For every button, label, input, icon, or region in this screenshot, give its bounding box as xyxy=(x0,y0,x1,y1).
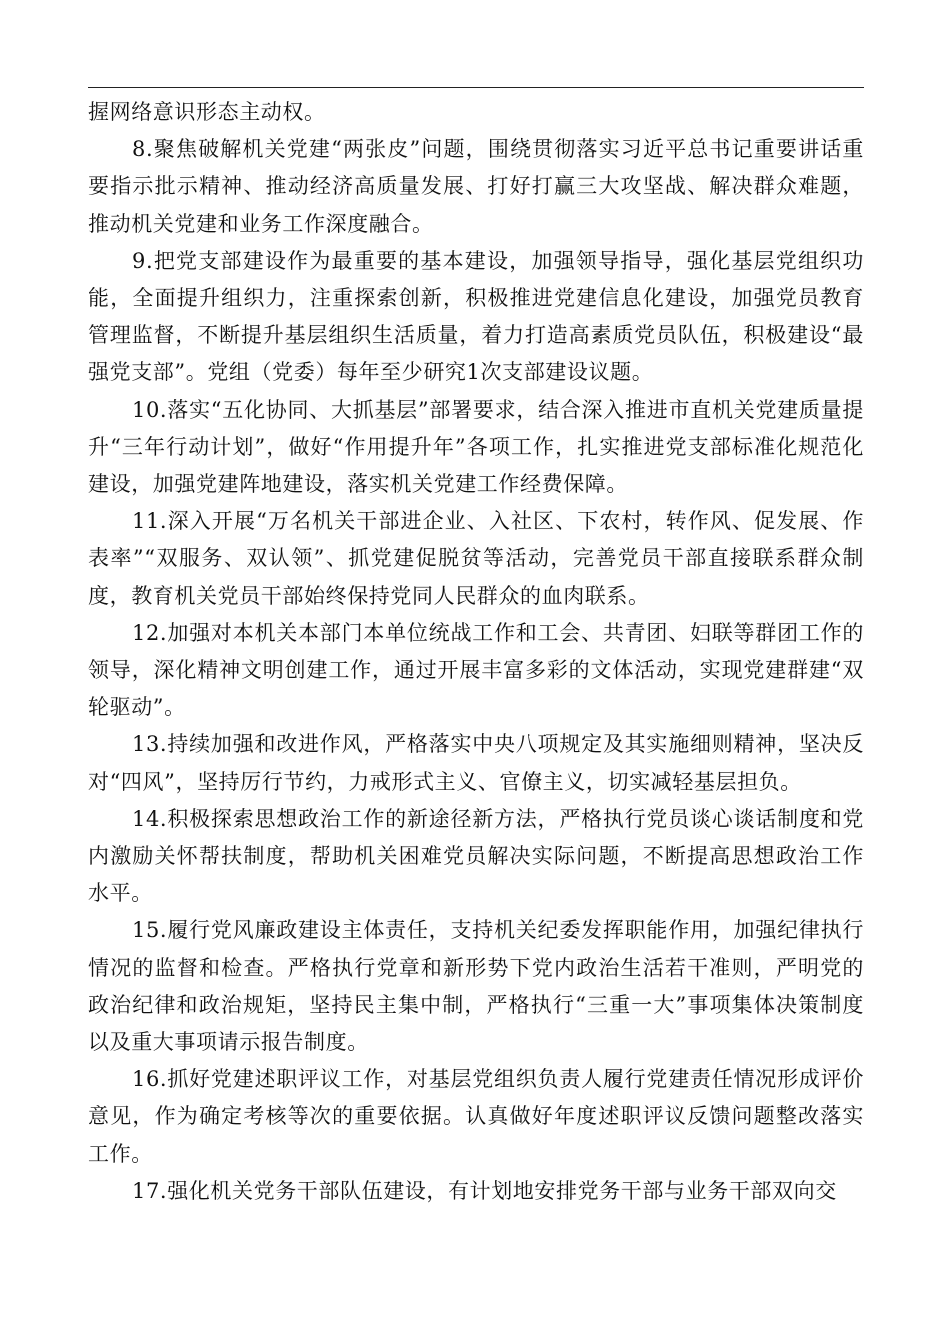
paragraph-item-14: 14.积极探索思想政治工作的新途径新方法，严格执行党员谈心谈话制度和党内激励关怀帮扶制度，帮助机关困难党员解决实际问题，不断提高思想政治工作水平。 xyxy=(88,806,864,906)
document-body xyxy=(88,94,864,1210)
paragraph-item-16: 16.抓好党建述职评议工作，对基层党组织负责人履行党建责任情况形成评价意见，作为确定考核等次的重要依据。认真做好年度述职评议反馈问题整改落实工作。 xyxy=(88,1067,864,1166)
paragraph-item-17: 17.强化机关党务干部队伍建设，有计划地安排党务干部与业务干部双向交 xyxy=(132,1178,837,1203)
paragraph-item-8: 8.聚焦破解机关党建“两张皮”问题，围绕贯彻落实习近平总书记重要讲话重要指示批示精神、推动经济高质量发展、打好打赢三大攻坚战、解决群众难题，推动机关党建和业务工作深度融合。 xyxy=(88,137,864,236)
paragraph-item-10: 10.落实“五化协同、大抓基层”部署要求，结合深入推进市直机关党建质量提升“三年行动计划”，做好“作用提升年”各项工作，扎实推进党支部标准化规范化建设，加强党建阵地建设，落实机关党建工作经费保障。 xyxy=(88,397,864,497)
paragraph-item-12: 12.加强对本机关本部门本单位统战工作和工会、共青团、妇联等群团工作的领导，深化精神文明创建工作，通过开展丰富多彩的文体活动，实现党建群建“双轮驱动”。 xyxy=(88,620,864,720)
paragraph-continuation: 握网络意识形态主动权。 xyxy=(88,100,326,124)
paragraph-item-11: 11.深入开展“万名机关干部进企业、入社区、下农村，转作风、促发展、作表率”“双服务、双认领”、抓党建促脱贫等活动，完善党员干部直接联系群众制度，教育机关党员干部始终保持党同人民群众的血肉联系。 xyxy=(88,509,864,608)
header-rule xyxy=(88,87,864,88)
paragraph-item-9: 9.把党支部建设作为最重要的基本建设，加强领导指导，强化基层党组织功能，全面提升组织力，注重探索创新，积极推进党建信息化建设，加强党员教育管理监督，不断提升基层组织生活质量，着力打造高素质党员队伍，积极建设“最强党支部”。党组（党委）每年至少研究1次支部建设议题。 xyxy=(88,248,864,385)
paragraph-item-13: 13.持续加强和改进作风，严格落实中央八项规定及其实施细则精神，坚决反对“四风”，坚持厉行节约，力戒形式主义、官僚主义，切实减轻基层担负。 xyxy=(88,732,864,794)
paragraph-item-15: 15.履行党风廉政建设主体责任，支持机关纪委发挥职能作用，加强纪律执行情况的监督和检查。严格执行党章和新形势下党内政治生活若干准则，严明党的政治纪律和政治规矩，坚持民主集中制，严格执行“三重一大”事项集体决策制度以及重大事项请示报告制度。 xyxy=(88,918,864,1055)
